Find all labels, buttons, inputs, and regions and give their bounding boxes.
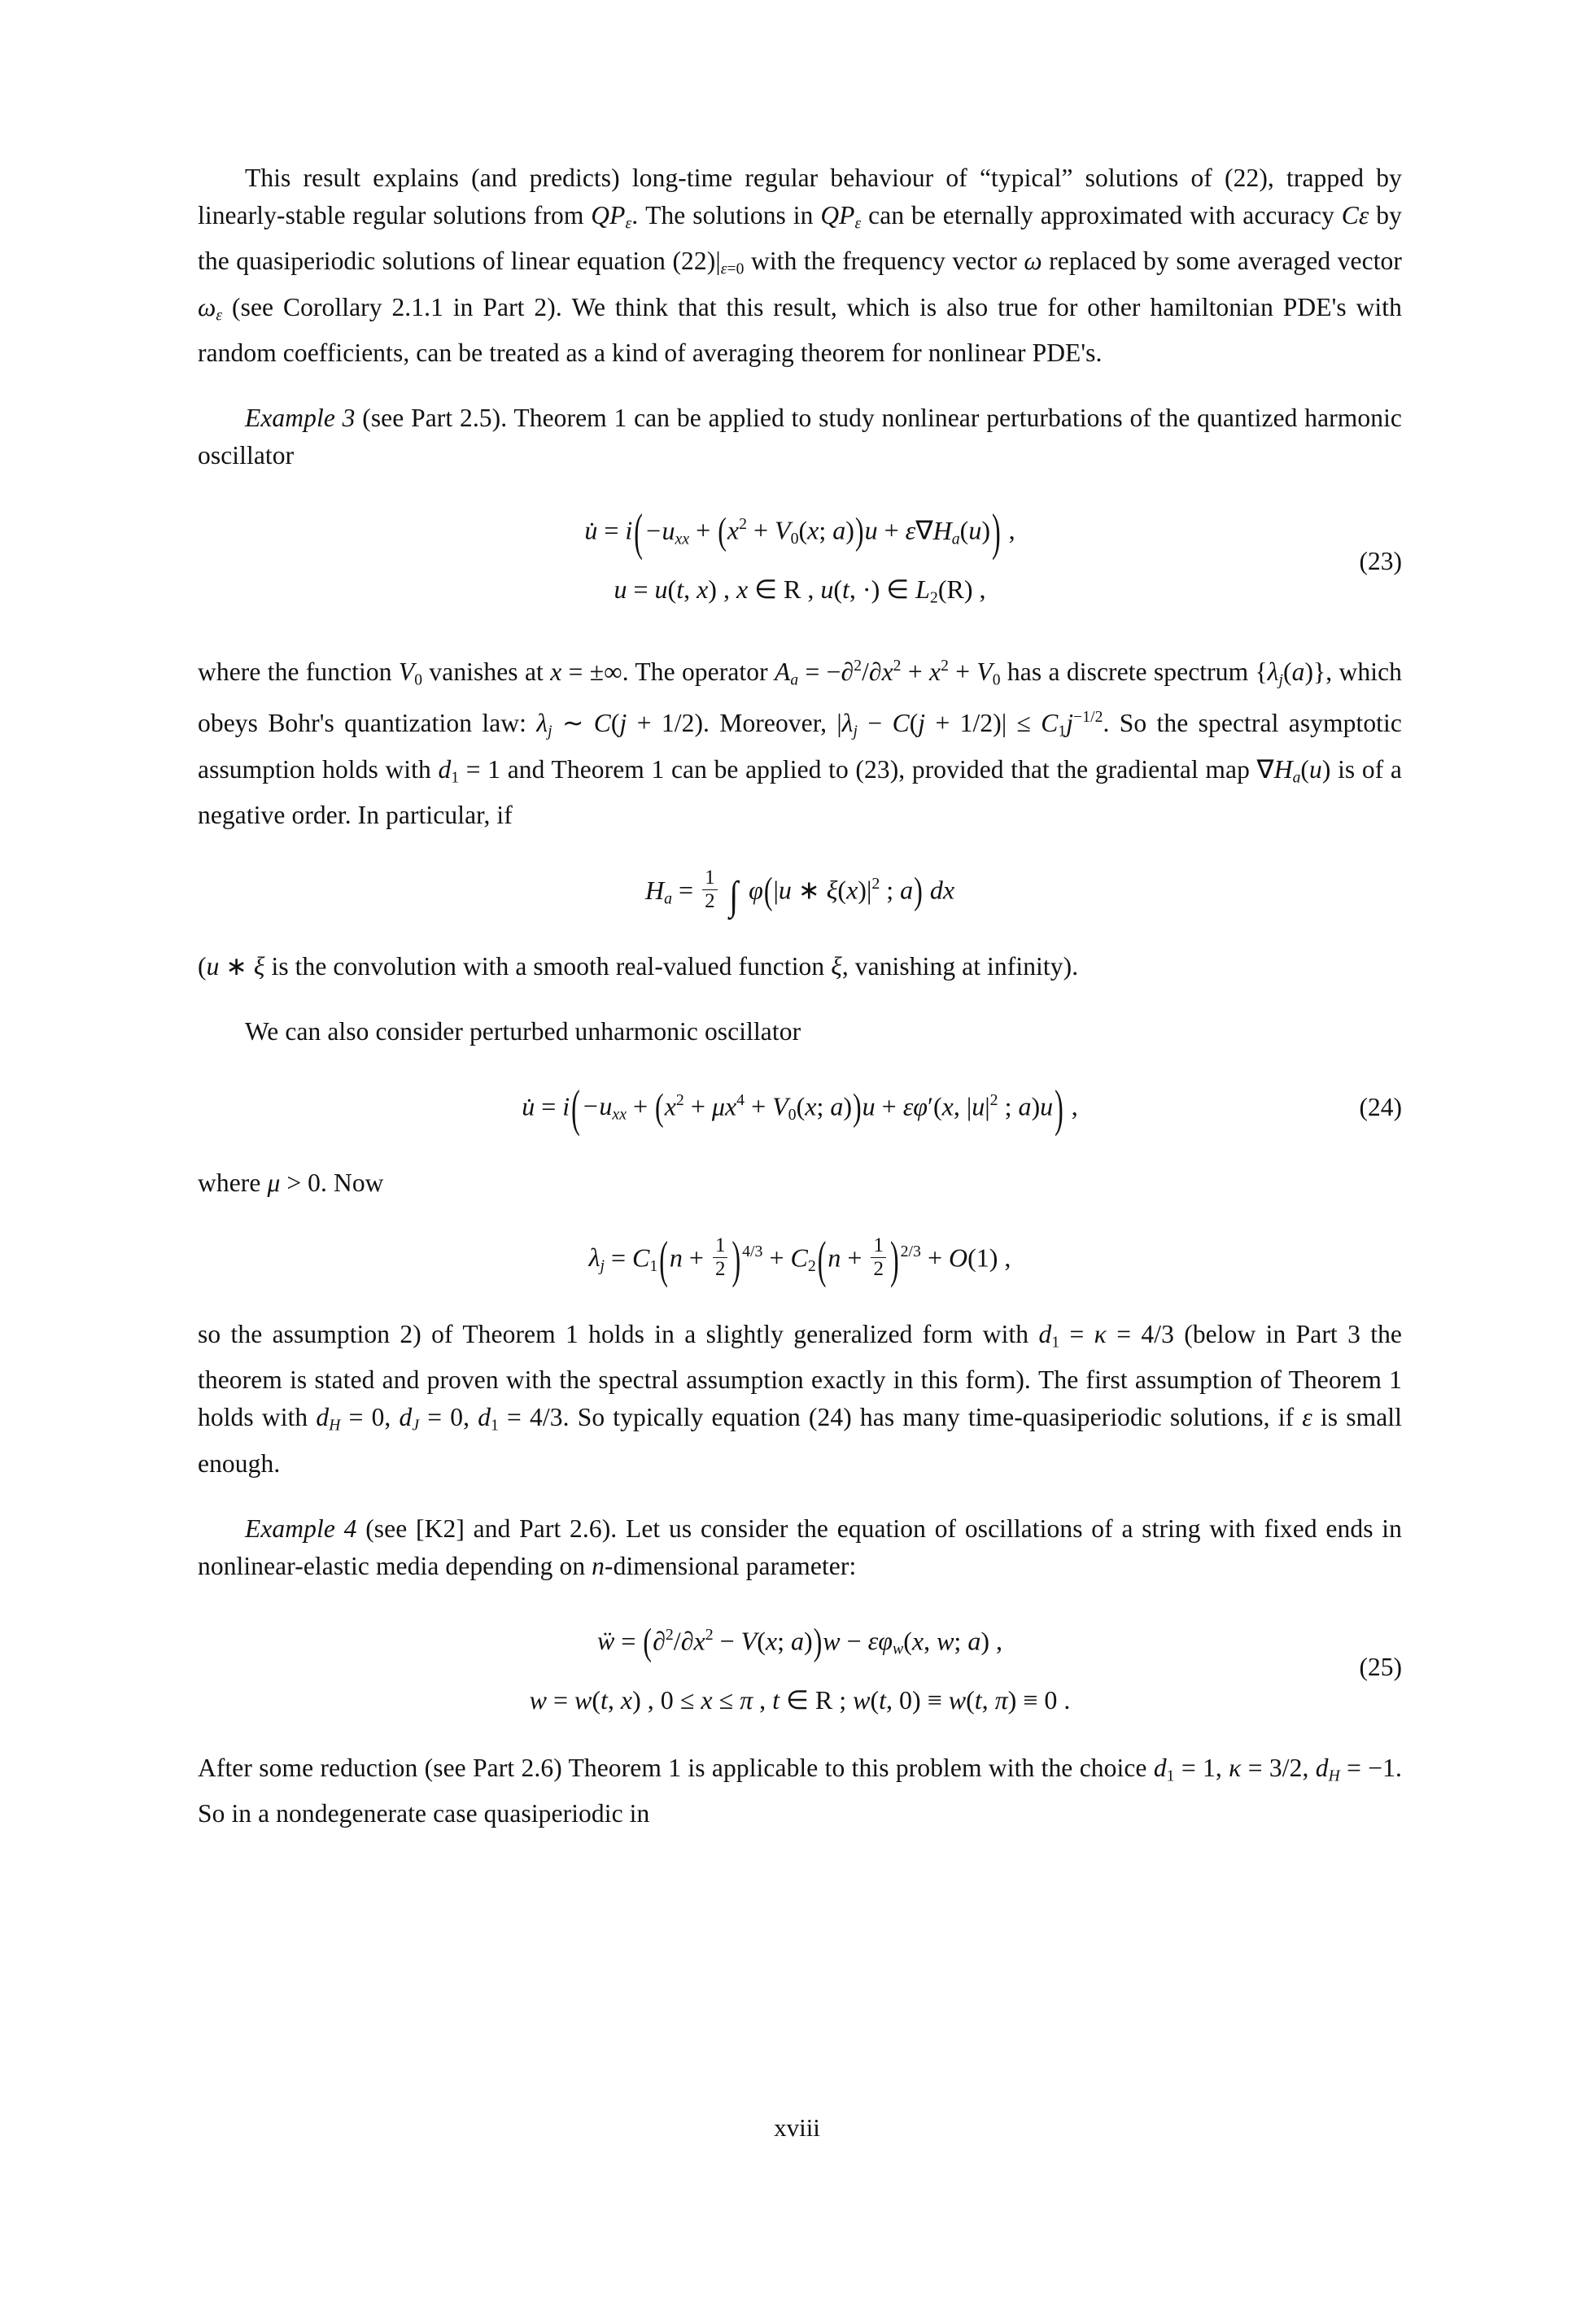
paragraph-8-example-4: Example 4 (see [K2] and Part 2.6). Let us consider the equation of oscillations of a string with fixed ends in nonlinear-elastic media depending on n-dimensional parameter:	[198, 1514, 1402, 1580]
paragraph-9: After some reduction (see Part 2.6) Theorem 1 is applicable to this problem with the choice $d_1 = 1$, κ = 3/2, $d_H = -1$. So in a nondegenerate case quasiperiodic in	[198, 1753, 1402, 1828]
equation-23-line-1: u̇ = $i(-u_{xx} + (x^2 + V_0(x$; $a))u + \varepsilon\nabla H_a(u)$) ,	[584, 501, 1015, 561]
paragraph-6: where μ > 0. Now	[198, 1168, 384, 1197]
equation-24	[198, 1075, 1402, 1140]
equation-24-number: (24)	[1359, 1093, 1402, 1122]
paragraph-1: This result explains (and predicts) long-time regular behaviour of “typical” solutions of (22), trapped by linearly-stable regular solutions from $QP_\varepsilon$. The solutions in $QP_\varepsilon$ can be eternally approximated with accuracy Cε by the quasiperiodic solutions of linear equation $(22)|_{\varepsilon=0}$ with the frequency vector ω replaced by some averaged vector $\omega_\varepsilon$ (see Corollary 2.1.1 in Part 2). We think that this result, which is also true for other hamiltonian PDE's with random coefficients, can be treated as a kind of averaging theorem for nonlinear PDE's.	[198, 164, 1402, 368]
equation-25	[198, 1610, 1402, 1725]
paragraph-3: where the function $V_0$ vanishes at x = ±∞. The operator $A_a = -\partial^2/\partial x^2 + x^2 + V_0$ has a discrete spectrum $\{\lambda_j(a)\}$, which obeys Bohr's quantization law: $\lambda_j$ ∼ C(j + 1/2). Moreover, $|\lambda_j - C(j + 1/2)| \le C_1j^{-1/2}$. So the spectral asymptotic assumption holds with $d_1 = 1$ and Theorem 1 can be applied to (23), provided that the gradiental map $\nabla H_a(u)$ is of a negative order. In particular, if	[198, 657, 1402, 830]
paragraph-5: We can also consider perturbed unharmonic oscillator	[245, 1017, 801, 1046]
equation-25-line-1: ẅ = ($\partial^2/\partial x^2 - V(x$; $a))w - \varepsilon\varphi_w(x$, w; a) ,	[597, 1619, 1002, 1662]
example-4-label: Example 4	[245, 1514, 357, 1543]
equation-23-number: (23)	[1359, 546, 1402, 575]
equation-hamiltonian	[198, 858, 1402, 924]
paragraph-4: (u ∗ ξ is the convolution with a smooth real-valued function ξ, vanishing at infinity).	[198, 952, 1079, 981]
paragraph-7: so the assumption 2) of Theorem 1 holds in a slightly generalized form with $d_1 = \kappa = 4/3$ (below in Part 3 the theorem is stated and proven with the spectral assumption exactly in this form). The first assumption of Theorem 1 holds with $d_H = 0$, $d_J = 0$, $d_1 = 4/3$. So typically equation (24) has many time-quasiperiodic solutions, if ε is small enough.	[198, 1319, 1403, 1478]
example-3-label: Example 3	[245, 404, 356, 433]
page-content	[198, 159, 1402, 1833]
equation-23	[198, 499, 1402, 622]
equation-25-number: (25)	[1359, 1652, 1402, 1681]
page-folio: xviii	[774, 2113, 820, 2142]
equation-25-line-2: w = w(t, x) , 0 ≤ x ≤ π , t ∈ R ; w(t, 0) ≡ w(t, π) ≡ 0 .	[529, 1684, 1071, 1715]
equation-23-line-2: u = u(t, x) , x ∈ R , u(t, ·) ∈ $L_2(R)$ ,	[614, 574, 986, 607]
equation-hamiltonian-line: $H_a$ = $\frac{1}{2}$ ∫ φ(|u ∗ $\xi(x)|^2$ ; a) dx	[644, 867, 955, 918]
equation-lambda	[198, 1226, 1402, 1291]
equation-lambda-line: $\lambda_j = C_1(n$ + $\frac{1}{2}$ ) $^{4/3} + C_2(n$ + $\frac{1}{2}$ ) $^{2/3}$ + O(1) ,	[588, 1229, 1011, 1288]
equation-24-line: u̇ = $i(-u_{xx} + (x^2 + \mu x^4 + V_0(x$; a))u + εφ′(x, $|u|^2$ ; a)u) ,	[522, 1077, 1078, 1137]
paragraph-2-example-3: Example 3 (see Part 2.5). Theorem 1 can be applied to study nonlinear perturbations of the quantized harmonic oscillator	[198, 404, 1402, 470]
